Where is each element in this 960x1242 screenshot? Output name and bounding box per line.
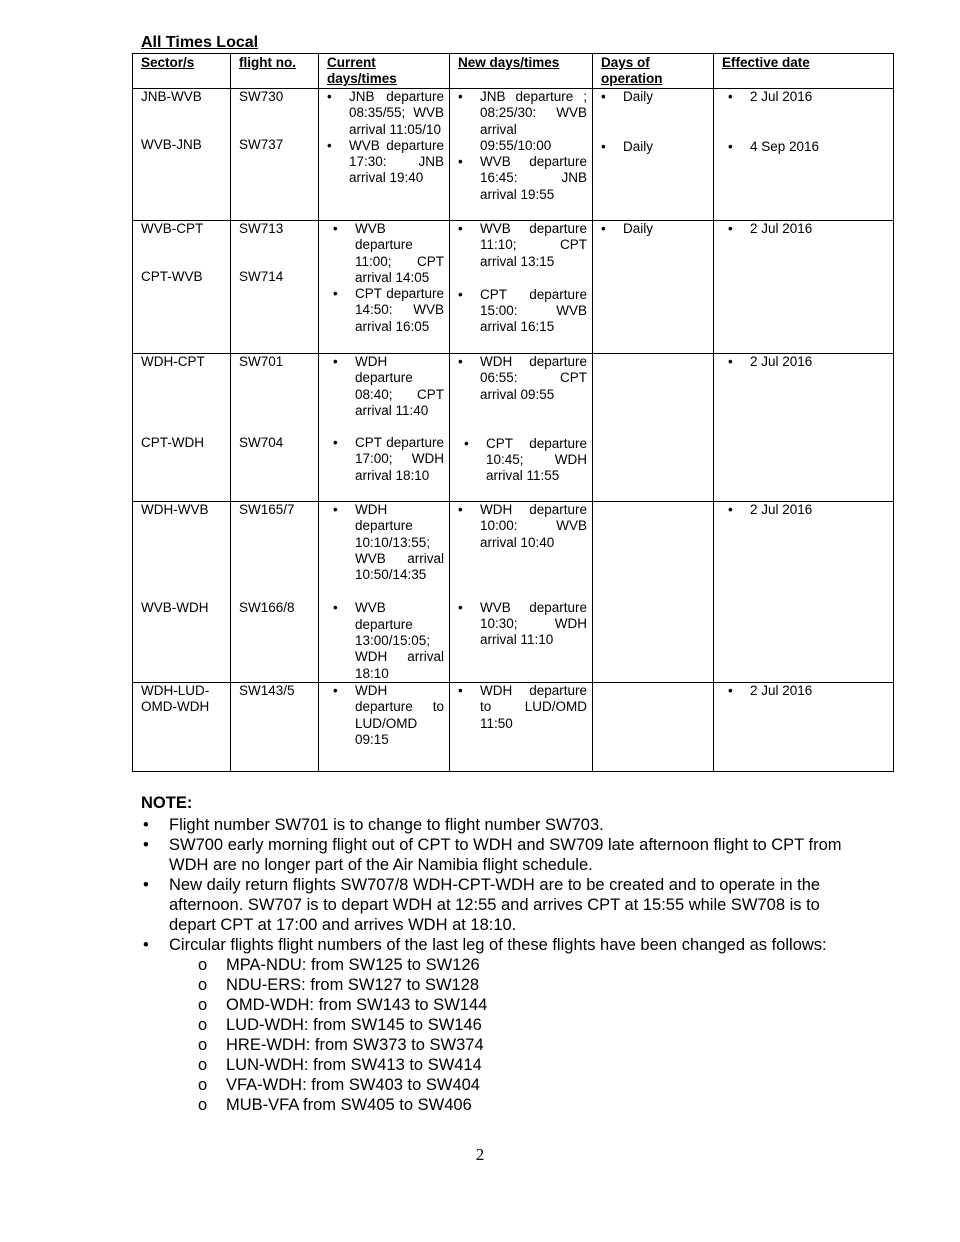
flight-cell <box>231 502 319 683</box>
sector-label: WVB-WDH <box>141 600 209 616</box>
days-cell <box>593 221 714 354</box>
effective-cell <box>714 683 894 772</box>
current-cell <box>319 221 450 354</box>
note-section <box>141 793 851 1115</box>
current-cell <box>319 683 450 772</box>
sector-label: JNB-WVB <box>141 89 202 104</box>
flight-cell <box>231 354 319 502</box>
current-time-item: • CPT departure 14:50: WVB arrival 16:05 <box>327 286 444 335</box>
note-title: NOTE: <box>141 794 193 812</box>
new-cell <box>450 89 593 221</box>
days-item: • Daily <box>601 89 708 105</box>
table-row <box>133 502 894 683</box>
flight-number: SW143/5 <box>239 683 295 698</box>
header-days: Days of operation <box>593 54 714 89</box>
note-subitem: o LUN-WDH: from SW413 to SW414 <box>141 1055 851 1075</box>
current-time-item: • WDH departure to LUD/OMD 09:15 <box>327 683 444 748</box>
new-cell <box>450 354 593 502</box>
current-time-item: • WVB departure 17:30: JNB arrival 19:40 <box>327 138 444 187</box>
flight-number: SW166/8 <box>239 600 295 616</box>
days-cell <box>593 502 714 683</box>
sector-cell <box>133 89 231 221</box>
sector-label: WDH-CPT <box>141 354 205 369</box>
sector-cell <box>133 502 231 683</box>
table-row <box>133 89 894 221</box>
new-time-item: • CPT departure 15:00: WVB arrival 16:15 <box>458 287 587 336</box>
header-effective: Effective date <box>714 54 894 89</box>
new-cell <box>450 221 593 354</box>
header-new: New days/times <box>450 54 593 89</box>
table-row <box>133 354 894 502</box>
flight-cell <box>231 89 319 221</box>
new-time-item: • WDH departure 10:00: WVB arrival 10:40 <box>458 502 587 551</box>
note-item: • SW700 early morning flight out of CPT to WDH and SW709 late afternoon flight to CPT from WDH are no longer part of the Air Namibia flight schedule. <box>141 835 851 875</box>
effective-cell <box>714 354 894 502</box>
days-cell <box>593 683 714 772</box>
note-item: • Flight number SW701 is to change to flight number SW703. <box>141 815 851 835</box>
note-subitem: o MUB-VFA from SW405 to SW406 <box>141 1095 851 1115</box>
effective-cell <box>714 221 894 354</box>
note-subitem: o HRE-WDH: from SW373 to SW374 <box>141 1035 851 1055</box>
flight-number: SW165/7 <box>239 502 295 517</box>
current-cell <box>319 89 450 221</box>
effective-date: • 2 Jul 2016 <box>722 683 888 699</box>
effective-cell <box>714 89 894 221</box>
current-time-item: • WVB departure 13:00/15:05; WDH arrival 18:10 <box>327 600 444 681</box>
effective-date: • 2 Jul 2016 <box>722 354 888 370</box>
sector-label: WVB-JNB <box>141 137 202 153</box>
schedule-table <box>132 53 894 772</box>
effective-cell <box>714 502 894 683</box>
days-item: • Daily <box>601 139 708 155</box>
new-time-item: • CPT departure 10:45; WDH arrival 11:55 <box>458 436 587 485</box>
sector-label: WDH-WVB <box>141 502 209 517</box>
flight-cell <box>231 683 319 772</box>
new-cell <box>450 683 593 772</box>
new-time-item: • WDH departure 06:55: CPT arrival 09:55 <box>458 354 587 403</box>
flight-cell <box>231 221 319 354</box>
note-subitem: o VFA-WDH: from SW403 to SW404 <box>141 1075 851 1095</box>
note-subitem: o NDU-ERS: from SW127 to SW128 <box>141 975 851 995</box>
effective-date: • 2 Jul 2016 <box>722 89 888 105</box>
days-cell <box>593 89 714 221</box>
page-number: 2 <box>475 1145 485 1164</box>
new-time-item: • JNB departure ; 08:25/30: WVB arrival 09:55/10:00 <box>458 89 587 154</box>
note-item: • Circular flights flight numbers of the last leg of these flights have been changed as follows: <box>141 935 851 955</box>
flight-number: SW730 <box>239 89 284 104</box>
note-list <box>141 815 851 955</box>
current-cell <box>319 354 450 502</box>
new-time-item: • WVB departure 11:10; CPT arrival 13:15 <box>458 221 587 270</box>
note-item: • New daily return flights SW707/8 WDH-CPT-WDH are to be created and to operate in the afternoon. SW707 is to depart WDH at 12:55 and arrives CPT at 15:55 while SW708 is to depart CPT at 17:00 and arrives WDH at 18:10. <box>141 875 851 935</box>
new-time-item: • WVB departure 16:45: JNB arrival 19:55 <box>458 154 587 203</box>
flight-number: SW713 <box>239 221 284 236</box>
note-sublist <box>141 955 851 1115</box>
effective-date: • 2 Jul 2016 <box>722 502 888 518</box>
current-cell <box>319 502 450 683</box>
new-time-item: • WDH departure to LUD/OMD 11:50 <box>458 683 587 732</box>
table-row <box>133 683 894 772</box>
sector-cell <box>133 221 231 354</box>
sector-label: WVB-CPT <box>141 221 204 236</box>
sector-label: CPT-WVB <box>141 269 203 285</box>
current-time-item: • WVB departure 11:00; CPT arrival 14:05 <box>327 221 444 286</box>
flight-number: SW701 <box>239 354 284 369</box>
current-time-item: • CPT departure 17:00; WDH arrival 18:10 <box>327 435 444 484</box>
table-row <box>133 221 894 354</box>
sector-label: CPT-WDH <box>141 435 204 451</box>
note-subitem: o OMD-WDH: from SW143 to SW144 <box>141 995 851 1015</box>
new-time-item: • WVB departure 10:30; WDH arrival 11:10 <box>458 600 587 649</box>
note-subitem: o LUD-WDH: from SW145 to SW146 <box>141 1015 851 1035</box>
header-current: Current days/times <box>319 54 450 89</box>
current-time-item: • WDH departure 08:40; CPT arrival 11:40 <box>327 354 444 419</box>
table-header-row <box>133 54 894 89</box>
current-time-item: • WDH departure 10:10/13:55; WVB arrival 10:50/14:35 <box>327 502 444 583</box>
header-sectors: Sector/s <box>133 54 231 89</box>
flight-number: SW704 <box>239 435 284 451</box>
header-flight-no: flight no. <box>231 54 319 89</box>
days-cell <box>593 354 714 502</box>
flight-number: SW714 <box>239 269 284 285</box>
sector-label: WDH-LUD-OMD-WDH <box>141 683 210 715</box>
flight-number: SW737 <box>239 137 284 153</box>
page-heading: All Times Local <box>141 34 259 51</box>
effective-date: • 4 Sep 2016 <box>722 139 888 155</box>
note-subitem: o MPA-NDU: from SW125 to SW126 <box>141 955 851 975</box>
current-time-item: • JNB departure 08:35/55; WVB arrival 11:05/10 <box>327 89 444 138</box>
days-item: • Daily <box>601 221 708 237</box>
effective-date: • 2 Jul 2016 <box>722 221 888 237</box>
sector-cell <box>133 354 231 502</box>
new-cell <box>450 502 593 683</box>
sector-cell <box>133 683 231 772</box>
